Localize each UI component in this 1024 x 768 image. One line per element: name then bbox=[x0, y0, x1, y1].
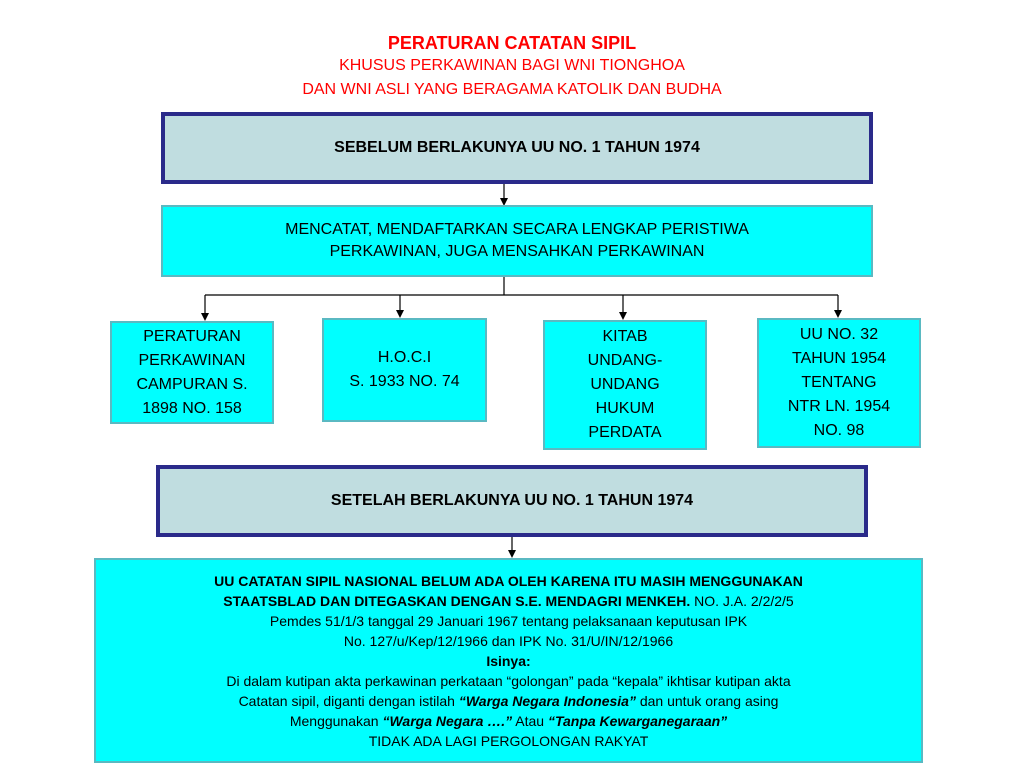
source-line: PERATURAN bbox=[143, 327, 241, 345]
source-line: KITAB bbox=[602, 328, 648, 345]
diagram-subtitle-2: DAN WNI ASLI YANG BERAGAMA KATOLIK DAN BUDHA bbox=[302, 81, 722, 98]
source-box-hoci bbox=[322, 318, 487, 422]
header-after-label: SETELAH BERLAKUNYA UU NO. 1 TAHUN 1974 bbox=[330, 492, 694, 509]
detail-text: Catatan sipil, diganti dengan istilah bbox=[238, 692, 459, 709]
source-line: PERDATA bbox=[588, 424, 662, 441]
source-line: PERKAWINAN bbox=[138, 351, 246, 369]
header-after-1974 bbox=[156, 465, 868, 537]
source-line: NTR LN. 1954 bbox=[787, 398, 891, 415]
source-line: 1898 NO. 158 bbox=[142, 399, 242, 417]
source-box-kuhperdata bbox=[543, 320, 707, 450]
detail-bold-text: STAATSBLAD DAN DITEGASKAN DENGAN S.E. MENDAGRI MENKEH. bbox=[223, 592, 691, 609]
source-line: CAMPURAN S. bbox=[136, 375, 248, 393]
detail-bold-italic-text: “Warga Negara Indonesia” bbox=[458, 692, 636, 709]
main-function-line: MENCATAT, MENDAFTARKAN SECARA LENGKAP PERISTIWA bbox=[285, 221, 749, 238]
header-before-1974 bbox=[161, 112, 873, 184]
detail-line: No. 127/u/Kep/12/1966 dan IPK No. 31/U/IN/12/1966 bbox=[343, 632, 674, 649]
source-box-uu-32-1954 bbox=[757, 318, 921, 448]
detail-line bbox=[223, 591, 793, 611]
source-line: NO. 98 bbox=[813, 422, 865, 439]
detail-line bbox=[290, 711, 727, 731]
detail-text: Menggunakan bbox=[289, 712, 383, 729]
diagram-title: PERATURAN CATATAN SIPIL bbox=[387, 33, 637, 53]
source-line: UNDANG bbox=[590, 376, 660, 393]
source-box-staatsblad-1898 bbox=[110, 321, 274, 424]
source-line: UNDANG- bbox=[587, 352, 663, 369]
source-line: H.O.C.I bbox=[377, 349, 432, 366]
source-line: TAHUN 1954 bbox=[792, 350, 886, 367]
bottom-detail-box bbox=[94, 558, 923, 763]
main-function-line: PERKAWINAN, JUGA MENSAHKAN PERKAWINAN bbox=[329, 243, 705, 260]
detail-line: TIDAK ADA LAGI PERGOLONGAN RAKYAT bbox=[368, 732, 649, 749]
detail-text: NO. J.A. 2/2/2/5 bbox=[690, 592, 794, 609]
detail-line: Di dalam kutipan akta perkawinan perkataan “golongan” pada “kepala” ikhtisar kutipan akta bbox=[226, 672, 791, 689]
main-function-box bbox=[161, 205, 873, 277]
source-line: HUKUM bbox=[595, 400, 655, 417]
detail-bold-italic-text: “Warga Negara ….” bbox=[382, 712, 513, 729]
source-line: TENTANG bbox=[801, 374, 877, 391]
detail-line bbox=[239, 691, 779, 711]
detail-text: Atau bbox=[512, 712, 548, 729]
detail-bold-italic-text: “Tanpa Kewarganegaraan” bbox=[547, 712, 728, 729]
source-line: UU NO. 32 bbox=[799, 326, 879, 343]
detail-line: UU CATATAN SIPIL NASIONAL BELUM ADA OLEH KARENA ITU MASIH MENGGUNAKAN bbox=[214, 572, 803, 589]
detail-line: Pemdes 51/1/3 tanggal 29 Januari 1967 tentang pelaksanaan keputusan IPK bbox=[269, 612, 748, 629]
detail-text: dan untuk orang asing bbox=[635, 692, 779, 709]
detail-heading: Isinya: bbox=[486, 652, 531, 669]
source-line: S. 1933 NO. 74 bbox=[349, 373, 460, 390]
diagram-subtitle-1: KHUSUS PERKAWINAN BAGI WNI TIONGHOA bbox=[339, 57, 685, 74]
header-before-label: SEBELUM BERLAKUNYA UU NO. 1 TAHUN 1974 bbox=[334, 139, 700, 156]
